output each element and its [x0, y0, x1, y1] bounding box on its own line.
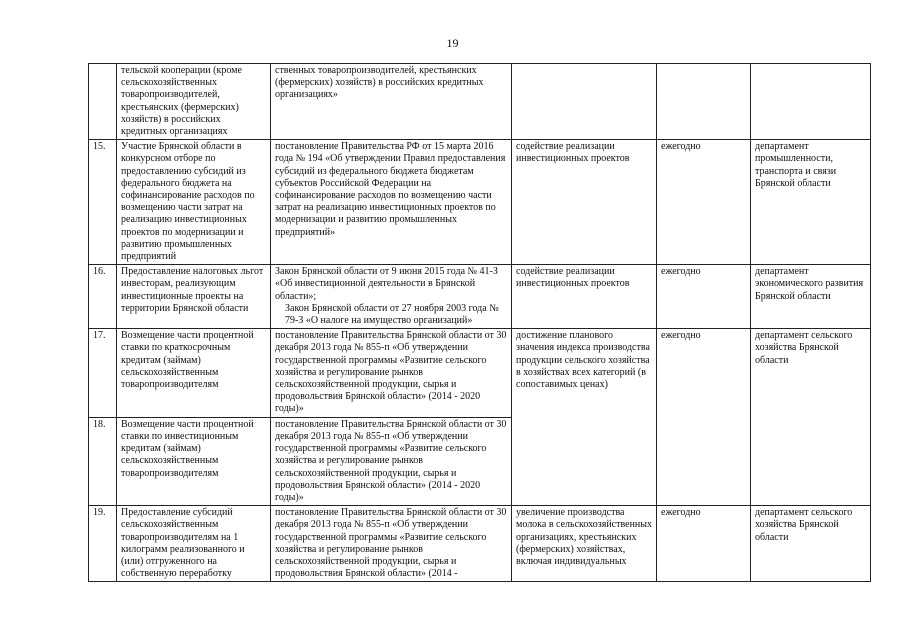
term-cell: ежегодно: [657, 140, 751, 265]
executor-cell: департамент сельского хозяйства Брянской области: [751, 506, 871, 582]
table-row: [89, 265, 871, 329]
basis-cell: [271, 265, 512, 329]
term-cell: [657, 64, 751, 140]
basis-text-second: Закон Брянской области от 27 ноября 2003 года № 79-З «О налоге на имущество организаций»: [285, 302, 499, 327]
basis-text: Закон Брянской области от 9 июня 2015 года № 41-З «Об инвестиционной деятельности в Брянской области»;: [275, 266, 498, 302]
goal-cell: увеличение производства молока в сельскохозяйственных организациях, крестьянских (фермерских) хозяйствах, включая индивидуальных: [512, 506, 657, 582]
basis-cell: постановление Правительства Брянской области от 30 декабря 2013 года № 855-п «Об утверждении государственной программы «Развитие сельского хозяйства и регулирование рынков сельскохозяйственной продукции, сырья и продовольствия Брянской области» (2014 -: [271, 506, 512, 582]
term-cell: ежегодно: [657, 329, 751, 506]
row-number: 17.: [89, 329, 117, 417]
measure-cell: Предоставление субсидий сельскохозяйственным товаропроизводителям на 1 килограмм реализованного и (или) отгруженного на собственную переработку: [117, 506, 271, 582]
row-number: [89, 64, 117, 140]
row-number: 18.: [89, 417, 117, 505]
row-number: 15.: [89, 140, 117, 265]
basis-cell: постановление Правительства Брянской области от 30 декабря 2013 года № 855-п «Об утверждении государственной программы «Развитие сельского хозяйства и регулирование рынков сельскохозяйственной продукции, сырья и продовольствия Брянской области» (2014 - 2020 годы)»: [271, 417, 512, 505]
table-row: [89, 64, 871, 140]
measure-cell: тельской кооперации (кроме сельскохозяйственных товаропроизводителей, крестьянских (фермерских) хозяйств) в российских кредитных организациях: [117, 64, 271, 140]
measures-table: [88, 63, 871, 582]
executor-cell: департамент экономического развития Брянской области: [751, 265, 871, 329]
table-row: [89, 329, 871, 417]
basis-cell: постановление Правительства Брянской области от 30 декабря 2013 года № 855-п «Об утверждении государственной программы «Развитие сельского хозяйства и регулирование рынков сельскохозяйственной продукции, сырья и продовольствия Брянской области» (2014 - 2020 годы)»: [271, 329, 512, 417]
measure-cell: Участие Брянской области в конкурсном отборе по предоставлению субсидий из федерального бюджета на софинансирование расходов по возмещению части затрат на реализацию инвестиционных проектов по модернизации и развитию промышленных предприятий: [117, 140, 271, 265]
goal-cell: содействие реализации инвестиционных проектов: [512, 140, 657, 265]
basis-cell: ственных товаропроизводителей, крестьянских (фермерских) хозяйств) в российских кредитных организациях»: [271, 64, 512, 140]
page-number: 19: [446, 36, 459, 50]
executor-cell: департамент промышленности, транспорта и связи Брянской области: [751, 140, 871, 265]
executor-cell: департамент сельского хозяйства Брянской области: [751, 329, 871, 506]
measure-cell: Возмещение части процентной ставки по инвестиционным кредитам (займам) сельскохозяйственным товаропроизводителям: [117, 417, 271, 505]
goal-cell: содействие реализации инвестиционных проектов: [512, 265, 657, 329]
basis-cell: постановление Правительства РФ от 15 марта 2016 года № 194 «Об утверждении Правил предоставления субсидий из федерального бюджета бюджетам субъектов Российской Федерации на софинансирование расходов по возмещению части затрат на реализацию инвестиционных проектов по модернизации и развитию промышленных предприятий»: [271, 140, 512, 265]
goal-cell: [512, 64, 657, 140]
table-row: [89, 506, 871, 582]
row-number: 16.: [89, 265, 117, 329]
goal-cell: достижение планового значения индекса производства продукции сельского хозяйства в хозяйствах всех категорий (в сопоставимых ценах): [512, 329, 657, 506]
measure-cell: Возмещение части процентной ставки по краткосрочным кредитам (займам) сельскохозяйственным товаропроизводителям: [117, 329, 271, 417]
table-row: [89, 140, 871, 265]
term-cell: ежегодно: [657, 506, 751, 582]
executor-cell: [751, 64, 871, 140]
term-cell: ежегодно: [657, 265, 751, 329]
measure-cell: Предоставление налоговых льгот инвесторам, реализующим инвестиционные проекты на территории Брянской области: [117, 265, 271, 329]
row-number: 19.: [89, 506, 117, 582]
